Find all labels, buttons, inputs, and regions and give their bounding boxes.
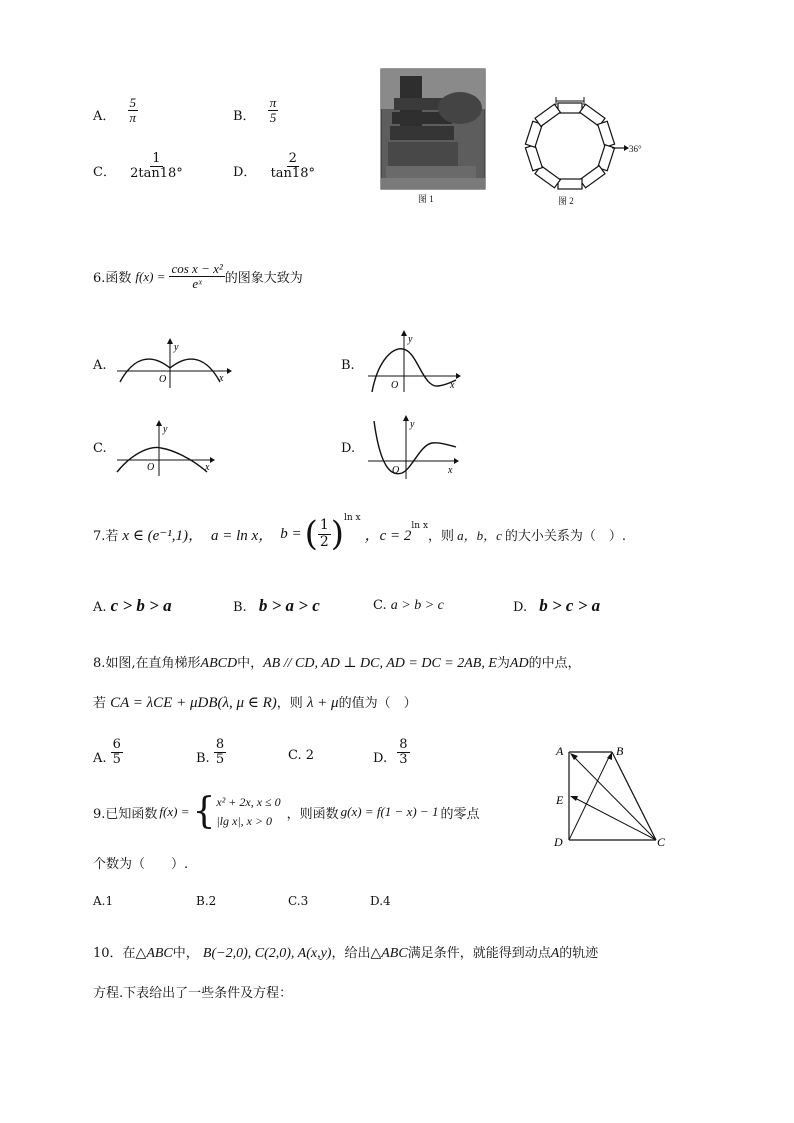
ring-block [558,103,582,113]
q7-b-paren-open: ( [304,514,318,554]
q10-line1-h: A [550,946,560,961]
figure-1-caption: 图 1 [418,194,434,204]
q8-point-e: E [556,793,564,807]
ring-block [580,166,605,188]
q8-line1-f: AD [509,656,529,671]
q8-point-b: B [616,744,624,758]
q6-graph-c-y: y [163,424,168,435]
q6-func-den: eˣ [192,276,202,292]
ring-block [535,104,560,126]
q7-b-paren-close: ) [330,514,345,554]
q7-stem [93,514,626,554]
q6-graph-d [366,415,466,481]
q9-option-b: B.2 [196,894,217,908]
q7-option-a-text: c > b > a [110,596,172,615]
q6-graph-c-x: x [205,462,210,473]
q5-option-a [93,96,138,126]
q9-func: f(x) = [159,804,190,820]
q8-point-a: A [556,744,564,758]
q8-line1-e: 为 [496,656,510,671]
q8-option-d-label: D. [373,751,388,767]
q7-option-a [93,596,172,616]
q9-option-c: C.3 [288,894,309,908]
figure-2-ring-diagram [508,92,658,210]
q5-option-c-fraction [128,152,185,182]
q8-option-a-fraction [111,738,123,768]
q7-option-d-label: D. [513,600,528,615]
figure-2-angle-label: 36° [629,144,642,154]
q5-option-a-den: π [129,110,137,126]
q8-line2-a: 若 [93,696,107,711]
q6-graph-d-y: y [410,419,415,430]
q6-graph-a [115,338,235,390]
q6-graph-a-origin: O [159,374,167,385]
ring-block [525,145,542,171]
q7-b-def-pre: b = [280,525,302,542]
q8-option-a-num: 6 [112,737,121,752]
q7-c-exp: ln x [411,521,429,531]
q8-option-a-label: A. [93,751,107,767]
q8-line1-g: 的中点， [528,656,581,671]
q8-option-b [196,738,226,768]
q8-line-1 [93,652,581,672]
q9-case-1: x² + 2x, x ≤ 0 [216,795,281,809]
q9-g: g(x) = f(1 − x) − 1 [340,804,439,820]
q5-option-c [93,152,185,182]
q6-func-num: cos x − x² [171,261,223,276]
q6-graph-b-origin: O [391,380,399,391]
q6-suffix: 的图象大致为 [224,271,303,287]
q7-option-c-label: C. [373,598,387,613]
q8-option-d [373,738,410,768]
q6-graph-a-x: x [219,373,224,384]
ring-block [598,121,615,147]
q7-option-b-text: b > a > c [258,596,320,615]
q5-option-c-label: C． [93,165,116,181]
figure-2-ring [525,103,614,189]
q7-text-d: 的大小关系为（ ）. [504,528,626,544]
q7-b-den: 2 [319,533,329,550]
q6-option-c-label: C. [93,441,107,456]
q8-point-d: D [554,835,563,849]
q6-graph-b [366,330,466,394]
q7-text-c: a，b，c [457,527,502,543]
q5-option-d-num: 2 [288,151,297,166]
q8-option-b-num: 8 [215,737,225,752]
q8-line-2 [93,692,417,712]
q6-graph-b-x: x [450,380,455,391]
q6-func-fraction [169,262,224,292]
q9-mid: ，则函数 [286,806,339,822]
q6-option-d-label: D. [341,441,356,456]
q10-line1-c: 中， [172,946,199,961]
q9-line-2: 个数为（ ）. [93,857,189,872]
q10-line-1 [93,942,598,962]
q8-line1-a: 8.如图,在直角梯形 [93,656,201,671]
q7-b-num: 1 [319,517,329,534]
q8-line2-e: 的值为（ ） [338,696,417,711]
q7-text-b: ，则 [428,528,455,544]
q8-option-d-fraction [397,738,409,768]
q8-trapezoid-figure [548,740,678,852]
q7-option-b [233,596,320,616]
q6-graph-d-x: x [448,465,453,476]
q9-brace: { [192,791,216,833]
q6-option-a-label: A. [93,358,107,373]
q9-option-a: A.1 [93,894,114,908]
q5-option-a-num: 5 [129,95,137,110]
q9-prefix: 9.已知函数 [93,806,158,822]
q6-graph-d-origin: O [392,465,400,476]
q8-line1-c: 中， [237,656,264,671]
q7-cond: x ∈ (e⁻¹,1)， [122,527,203,544]
q9-cases [216,793,280,831]
q6-func-lhs: f(x) = [135,268,166,284]
q7-a-def: a = ln x， [210,527,274,544]
q5-option-d-fraction [269,152,317,182]
q7-option-a-label: A. [93,600,107,615]
q7-option-c [373,598,444,614]
q10-line1-d: B(−2,0), C(2,0), A(x,y) [202,946,332,961]
q7-option-d-text: b > c > a [539,596,601,615]
q10-line1-f: △ABC [370,946,408,961]
q8-line1-d: AB // CD, AD ⊥ DC, AD = DC = 2AB, E [263,656,497,671]
q5-option-c-den: 2tan18° [130,166,183,182]
q5-option-d [233,152,317,182]
q9-case-2: |lg x|, x > 0 [216,814,273,829]
q8-line2-b: CA = λCE + μDB(λ, μ ∈ R) [110,695,277,711]
q6-stem [93,262,303,292]
q5-option-b-num: π [269,95,277,110]
q7-b-fraction [318,518,331,550]
q6-graph-b-y: y [408,334,413,345]
q10-line1-a: 10．在 [93,946,136,961]
q8-option-b-fraction [214,738,226,768]
q6-graph-a-y: y [174,342,179,353]
q6-option-b-label: B. [341,358,355,373]
q6-graph-c-origin: O [147,462,155,473]
q8-line1-b: ABCD [200,656,238,671]
q10-line-2: 方程.下表给出了一些条件及方程： [93,986,293,1001]
q5-option-d-label: D． [233,165,257,181]
q6-prefix: 6.函数 [93,271,132,287]
q8-option-a [93,738,123,768]
q9-option-d: D.4 [370,894,391,908]
q7-option-d [513,596,600,616]
q5-option-b-label: B． [233,109,256,125]
q5-option-b-den: 5 [269,110,277,126]
q5-option-a-fraction [128,96,139,126]
q5-option-b-fraction [268,96,279,126]
q8-option-d-num: 8 [399,737,408,752]
q5-option-c-num: 1 [152,151,161,166]
q7-text-a: 7.若 [93,528,119,544]
q5-option-d-den: tan18° [270,166,315,182]
q7-option-b-label: B. [233,600,247,615]
q7-option-c-text: a > b > c [390,598,444,613]
q10-line1-b: △ABC [135,946,173,961]
q10-line1-g: 满足条件，就能得到动点 [407,946,551,961]
ring-block [558,179,582,189]
q8-line2-d: λ + μ [306,695,339,711]
q8-option-a-den: 5 [112,752,121,768]
q8-line2-c: ，则 [276,696,303,711]
figure-1-pagoda-photo [380,68,490,210]
q9-stem [93,793,479,831]
q10-line1-e: ，给出 [331,946,371,961]
q5-option-a-label: A． [93,109,116,125]
figure-2-caption: 图 2 [558,196,574,206]
q5-option-b [233,96,278,126]
q6-graph-c [115,420,225,478]
q10-line1-i: 的轨迹 [559,946,599,961]
q9-suffix: 的零点 [440,806,480,822]
q8-option-b-label: B. [196,751,210,767]
q8-option-d-den: 3 [399,752,408,768]
q7-b-exp: ln x [344,513,361,523]
q8-point-c: C [657,835,666,849]
q8-option-c: C. 2 [288,748,315,763]
q8-option-b-den: 5 [215,752,225,768]
q7-c-def-pre: ，c = 2 [364,527,412,544]
